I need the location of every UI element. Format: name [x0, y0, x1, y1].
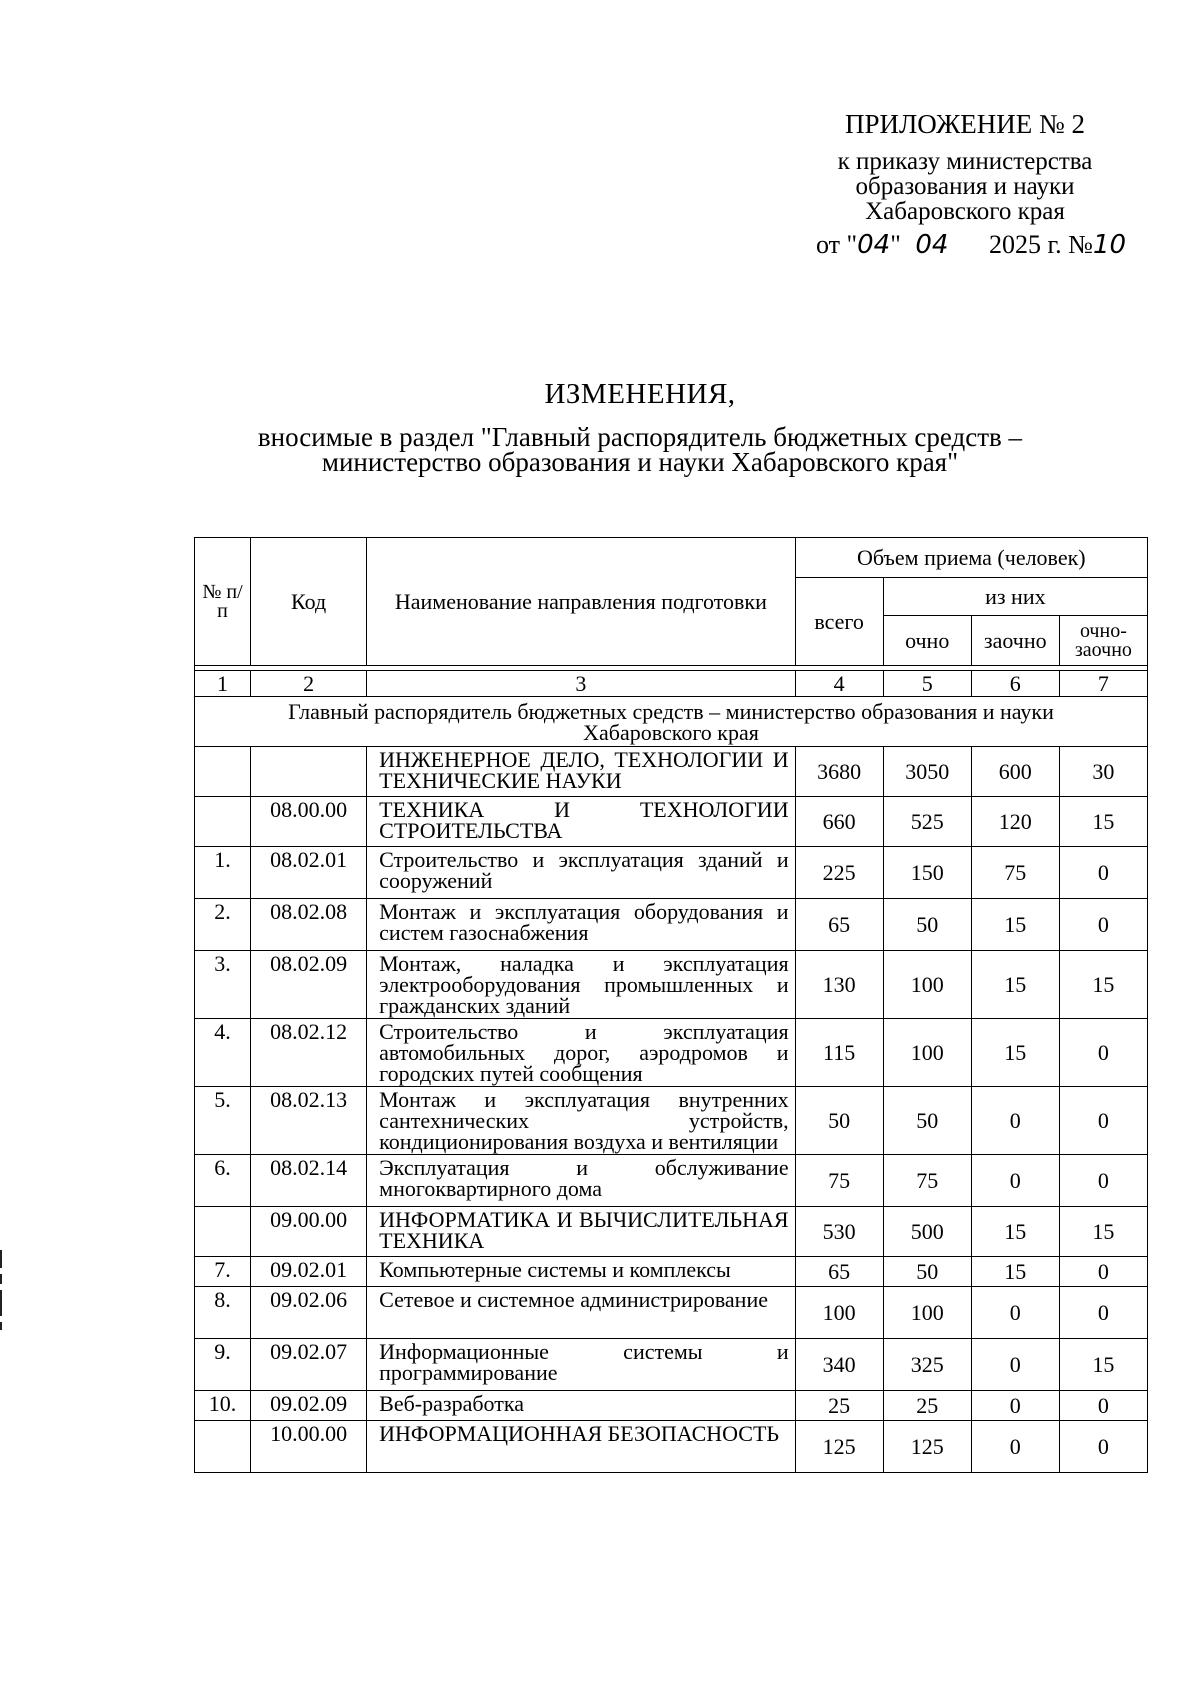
col-number: 1	[195, 671, 251, 697]
row-code: 08.02.12	[251, 1019, 367, 1087]
row-full-time: 100	[883, 951, 971, 1019]
row-code: 09.02.07	[251, 1339, 367, 1391]
row-full-time: 25	[883, 1391, 971, 1421]
header-part-time: заочно	[971, 616, 1059, 666]
row-part-time: 0	[971, 1391, 1059, 1421]
table-row	[195, 1287, 1148, 1339]
row-full-time: 100	[883, 1287, 971, 1339]
row-part-time: 0	[971, 1155, 1059, 1207]
row-code: 08.02.09	[251, 951, 367, 1019]
table-row	[195, 747, 1148, 797]
row-num: 8.	[195, 1287, 251, 1339]
header-code: Код	[251, 538, 367, 666]
row-code: 09.02.06	[251, 1287, 367, 1339]
row-full-time: 125	[883, 1421, 971, 1473]
row-part-time: 120	[971, 797, 1059, 847]
table-row	[195, 1421, 1148, 1473]
row-num: 6.	[195, 1155, 251, 1207]
row-total: 25	[795, 1391, 883, 1421]
row-total: 3680	[795, 747, 883, 797]
row-num	[195, 747, 251, 797]
row-name: Монтаж, наладка и эксплуатация электрооборудования промышленных и гражданских зданий	[367, 951, 795, 1019]
table-row	[195, 1257, 1148, 1287]
col-number: 5	[883, 671, 971, 697]
row-name: ТЕХНИКА И ТЕХНОЛОГИИ СТРОИТЕЛЬСТВА	[367, 797, 795, 847]
row-code: 08.00.00	[251, 797, 367, 847]
row-num: 3.	[195, 951, 251, 1019]
row-total: 50	[795, 1087, 883, 1155]
row-name: Монтаж и эксплуатация внутренних сантехнических устройств, кондиционирования воздуха и вентиляции	[367, 1087, 795, 1155]
row-mixed: 0	[1059, 1257, 1147, 1287]
row-num: 9.	[195, 1339, 251, 1391]
header-name: Наименование направления подготовки	[367, 538, 795, 666]
edge-marks	[0, 1250, 4, 1336]
row-full-time: 3050	[883, 747, 971, 797]
row-part-time: 600	[971, 747, 1059, 797]
table-row	[195, 797, 1148, 847]
row-full-time: 50	[883, 1257, 971, 1287]
order-date: от "04" 04 2025 г. №10	[816, 230, 1127, 260]
row-part-time: 0	[971, 1287, 1059, 1339]
heading-line: министерство образования и науки Хабаровского края"	[321, 447, 959, 477]
row-part-time: 0	[971, 1421, 1059, 1473]
row-full-time: 50	[883, 899, 971, 951]
row-total: 340	[795, 1339, 883, 1391]
row-mixed: 15	[1059, 1207, 1147, 1257]
col-number: 7	[1059, 671, 1147, 697]
table-row	[195, 1339, 1148, 1391]
row-full-time: 325	[883, 1339, 971, 1391]
header-num: № п/п	[195, 538, 251, 666]
col-number: 4	[795, 671, 883, 697]
table-body	[195, 747, 1148, 1473]
row-name: Сетевое и системное администрирование	[367, 1287, 795, 1339]
row-full-time: 75	[883, 1155, 971, 1207]
table-row	[195, 1391, 1148, 1421]
row-mixed: 0	[1059, 1019, 1147, 1087]
row-name: ИНФОРМАТИКА И ВЫЧИСЛИТЕЛЬНАЯ ТЕХНИКА	[367, 1207, 795, 1257]
appendix-line: Хабаровского края	[865, 198, 1065, 225]
header-mixed: очно-заочно	[1059, 616, 1147, 666]
table-row	[195, 951, 1148, 1019]
row-code: 08.02.14	[251, 1155, 367, 1207]
row-code: 08.02.13	[251, 1087, 367, 1155]
row-num: 2.	[195, 899, 251, 951]
col-number: 3	[367, 671, 795, 697]
row-part-time: 15	[971, 899, 1059, 951]
row-full-time: 500	[883, 1207, 971, 1257]
row-total: 100	[795, 1287, 883, 1339]
table-row	[195, 899, 1148, 951]
document-heading	[200, 378, 1080, 477]
row-num	[195, 1207, 251, 1257]
row-total: 75	[795, 1155, 883, 1207]
row-mixed: 0	[1059, 1087, 1147, 1155]
row-mixed: 15	[1059, 797, 1147, 847]
row-total: 125	[795, 1421, 883, 1473]
row-name: Информационные системы и программирование	[367, 1339, 795, 1391]
row-part-time: 0	[971, 1339, 1059, 1391]
row-code: 08.02.08	[251, 899, 367, 951]
row-mixed: 30	[1059, 747, 1147, 797]
admissions-table	[194, 537, 1148, 1473]
row-part-time: 0	[971, 1087, 1059, 1155]
row-total: 65	[795, 1257, 883, 1287]
row-total: 65	[795, 899, 883, 951]
handwritten-day: 04	[857, 230, 891, 260]
row-num: 7.	[195, 1257, 251, 1287]
row-mixed: 15	[1059, 1339, 1147, 1391]
row-mixed: 0	[1059, 1391, 1147, 1421]
row-mixed: 0	[1059, 1155, 1147, 1207]
row-num: 5.	[195, 1087, 251, 1155]
row-full-time: 150	[883, 847, 971, 899]
row-part-time: 75	[971, 847, 1059, 899]
appendix-line: к приказу министерства	[837, 148, 1093, 175]
row-num: 1.	[195, 847, 251, 899]
row-full-time: 100	[883, 1019, 971, 1087]
row-num	[195, 797, 251, 847]
row-part-time: 15	[971, 1257, 1059, 1287]
col-number: 6	[971, 671, 1059, 697]
header-volume: Объем приема (человек)	[795, 538, 1147, 578]
row-total: 130	[795, 951, 883, 1019]
row-part-time: 15	[971, 951, 1059, 1019]
header-full-time: очно	[883, 616, 971, 666]
row-name: Компьютерные системы и комплексы	[367, 1257, 795, 1287]
row-total: 225	[795, 847, 883, 899]
row-total: 115	[795, 1019, 883, 1087]
row-code: 10.00.00	[251, 1421, 367, 1473]
row-name: ИНЖЕНЕРНОЕ ДЕЛО, ТЕХНОЛОГИИ И ТЕХНИЧЕСКИЕ НАУКИ	[367, 747, 795, 797]
row-name: Веб-разработка	[367, 1391, 795, 1421]
row-code: 09.02.01	[251, 1257, 367, 1287]
table-row	[195, 1087, 1148, 1155]
table-row	[195, 847, 1148, 899]
header-of-them: из них	[883, 578, 1147, 616]
handwritten-month: 04	[915, 230, 949, 260]
row-name: Строительство и эксплуатация автомобильных дорог, аэродромов и городских путей сообщения	[367, 1019, 795, 1087]
row-num: 4.	[195, 1019, 251, 1087]
row-num: 10.	[195, 1391, 251, 1421]
row-full-time: 525	[883, 797, 971, 847]
handwritten-number: 10	[1093, 230, 1127, 260]
row-code: 08.02.01	[251, 847, 367, 899]
row-part-time: 15	[971, 1207, 1059, 1257]
row-name: Строительство и эксплуатация зданий и сооружений	[367, 847, 795, 899]
row-mixed: 0	[1059, 899, 1147, 951]
appendix-line: образования и науки	[855, 173, 1075, 200]
row-total: 660	[795, 797, 883, 847]
table-row	[195, 1019, 1148, 1087]
col-number: 2	[251, 671, 367, 697]
row-name: Монтаж и эксплуатация оборудования и систем газоснабжения	[367, 899, 795, 951]
row-name: Эксплуатация и обслуживание многоквартирного дома	[367, 1155, 795, 1207]
row-part-time: 15	[971, 1019, 1059, 1087]
row-mixed: 0	[1059, 1287, 1147, 1339]
row-name: ИНФОРМАЦИОННАЯ БЕЗОПАСНОСТЬ	[367, 1421, 795, 1473]
heading-title: ИЗМЕНЕНИЯ,	[544, 378, 736, 410]
row-mixed: 0	[1059, 1421, 1147, 1473]
header-total: всего	[795, 578, 883, 666]
row-mixed: 0	[1059, 847, 1147, 899]
table-row	[195, 1155, 1148, 1207]
appendix-title: ПРИЛОЖЕНИЕ № 2	[844, 109, 1086, 139]
row-total: 530	[795, 1207, 883, 1257]
row-code	[251, 747, 367, 797]
row-full-time: 50	[883, 1087, 971, 1155]
row-code: 09.00.00	[251, 1207, 367, 1257]
section-title: Главный распорядитель бюджетных средств – министерство образования и науки Хабаровского края	[195, 697, 1148, 747]
heading-line: вносимые в раздел "Главный распорядитель бюджетных средств –	[257, 422, 1023, 452]
appendix-block	[800, 109, 1130, 260]
row-code: 09.02.09	[251, 1391, 367, 1421]
table-row	[195, 1207, 1148, 1257]
row-num	[195, 1421, 251, 1473]
row-mixed: 15	[1059, 951, 1147, 1019]
